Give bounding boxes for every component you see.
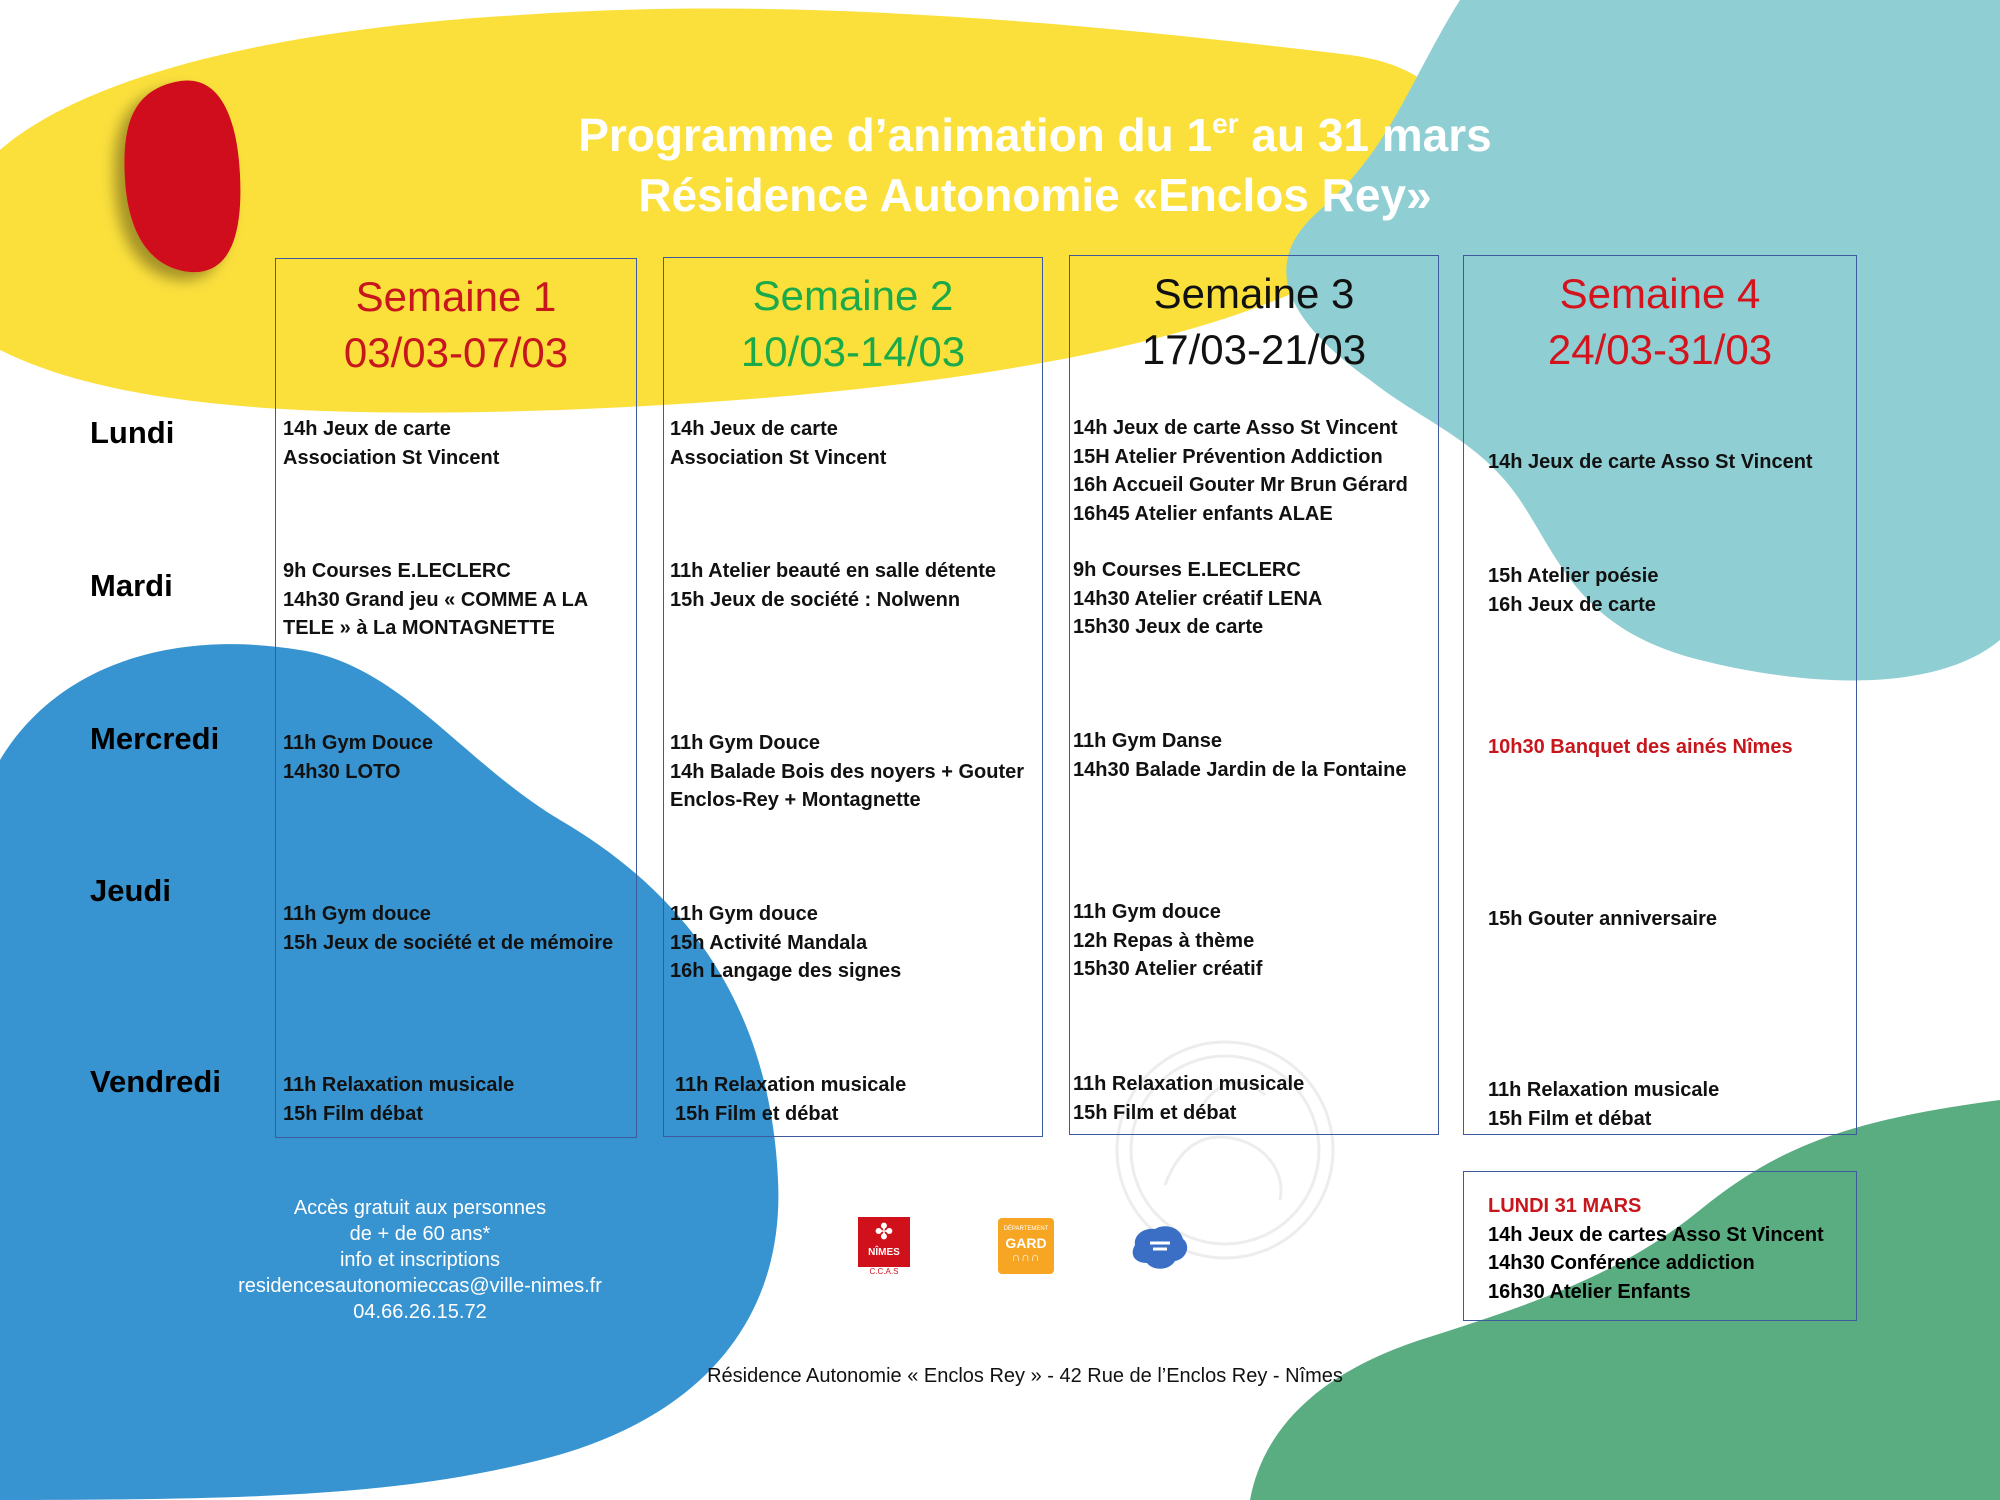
week-column-4 <box>1463 255 1857 1135</box>
week-column-2 <box>663 257 1043 1137</box>
week-header <box>664 268 1042 380</box>
page-title <box>440 105 1630 225</box>
special-event-box: LUNDI 31 MARS 14h Jeux de cartes Asso St Vincent 14h30 Conférence addiction 16h30 Atelier Enfants <box>1463 1171 1857 1321</box>
schedule-cell: 11h Gym Danse 14h30 Balade Jardin de la Fontaine <box>1073 730 1407 781</box>
pont-du-gard-icon: ∩∩∩ <box>1011 1250 1041 1264</box>
week-dates: 17/03-21/03 <box>1141 326 1367 373</box>
gard-department-logo: DÉPARTEMENT GARD ∩∩∩ <box>998 1218 1054 1274</box>
schedule-cell: 15h Atelier poésie 16h Jeux de carte <box>1488 565 1659 616</box>
crocodile-palm-icon: ✤ <box>874 1219 894 1244</box>
title-line-2: Résidence Autonomie «Enclos Rey» <box>638 169 1432 221</box>
week-label: Semaine 3 <box>1153 270 1355 317</box>
schedule-cell: 11h Relaxation musicale 15h Film et débat <box>1488 1079 1720 1130</box>
schedule-cell: 11h Relaxation musicale 15h Film et débat <box>1073 1073 1305 1124</box>
schedule-cell: 11h Relaxation musicale 15h Film et débat <box>675 1074 907 1125</box>
week-label: Semaine 4 <box>1559 270 1761 317</box>
contact-phone: 04.66.26.15.72 <box>353 1301 487 1323</box>
schedule-cell-highlight: 10h30 Banquet des ainés Nîmes <box>1488 736 1793 758</box>
schedule-cell: 9h Courses E.LECLERC 14h30 Grand jeu « COMME A LA TELE » à La MONTAGNETTE <box>283 560 589 639</box>
day-label-lundi: Lundi <box>90 415 175 450</box>
footer-address: Résidence Autonomie « Enclos Rey » - 42 Rue de l’Enclos Rey - Nîmes <box>707 1365 1343 1387</box>
schedule-cell: 11h Gym Douce 14h30 LOTO <box>283 732 434 783</box>
special-event-heading: LUNDI 31 MARS <box>1488 1195 1642 1217</box>
title-line-1: Programme d’animation du 1er au 31 mars <box>578 108 1492 161</box>
schedule-cell: 14h Jeux de carte Association St Vincent <box>670 418 887 469</box>
week-column-1 <box>275 258 637 1138</box>
schedule-cell: 14h Jeux de carte Association St Vincent <box>283 418 500 469</box>
week-header <box>276 269 636 381</box>
week-label: Semaine 1 <box>355 273 557 320</box>
schedule-cell: 11h Gym Douce 14h Balade Bois des noyers + Gouter Enclos-Rey + Montagnette <box>670 732 1025 811</box>
schedule-cell: 14h Jeux de carte Asso St Vincent <box>1488 451 1813 473</box>
week-dates: 24/03-31/03 <box>1547 326 1773 373</box>
week-header <box>1070 266 1438 378</box>
contact-email[interactable]: residencesautonomieccas@ville-nimes.fr <box>238 1275 602 1297</box>
schedule-cell: 11h Relaxation musicale 15h Film débat <box>283 1074 515 1125</box>
schedule-cell: 9h Courses E.LECLERC 14h30 Atelier créatif LENA 15h30 Jeux de carte <box>1073 559 1323 638</box>
schedule-cell: 11h Gym douce 12h Repas à thème 15h30 Atelier créatif <box>1073 901 1263 980</box>
schedule-cell: 11h Gym douce 15h Activité Mandala 16h Langage des signes <box>670 903 902 982</box>
day-label-vendredi: Vendredi <box>90 1064 221 1099</box>
day-label-mardi: Mardi <box>90 568 173 603</box>
access-info: Accès gratuit aux personnes de + de 60 ans* info et inscriptions residencesautonomieccas@ville-nimes.fr 04.66.26.15.72 <box>200 1195 640 1325</box>
day-label-jeudi: Jeudi <box>90 873 171 908</box>
week-column-3 <box>1069 255 1439 1135</box>
week-header <box>1464 266 1856 378</box>
schedule-cell: 14h Jeux de carte Asso St Vincent 15H Atelier Prévention Addiction 16h Accueil Gouter Mr Brun Gérard 16h45 Atelier enfants ALAE <box>1073 417 1408 525</box>
schedule-cell: 11h Atelier beauté en salle détente 15h Jeux de société : Nolwenn <box>670 560 997 611</box>
week-dates: 03/03-07/03 <box>343 329 569 376</box>
region-map-logo <box>1125 1215 1195 1275</box>
schedule-cell: 11h Gym douce 15h Jeux de société et de mémoire <box>283 903 614 954</box>
day-label-mercredi: Mercredi <box>90 721 220 756</box>
nimes-ccas-logo: ✤ NÎMES C.C.A.S <box>858 1217 910 1277</box>
week-label: Semaine 2 <box>752 272 954 319</box>
week-dates: 10/03-14/03 <box>740 328 966 375</box>
schedule-cell: 15h Gouter anniversaire <box>1488 908 1717 930</box>
